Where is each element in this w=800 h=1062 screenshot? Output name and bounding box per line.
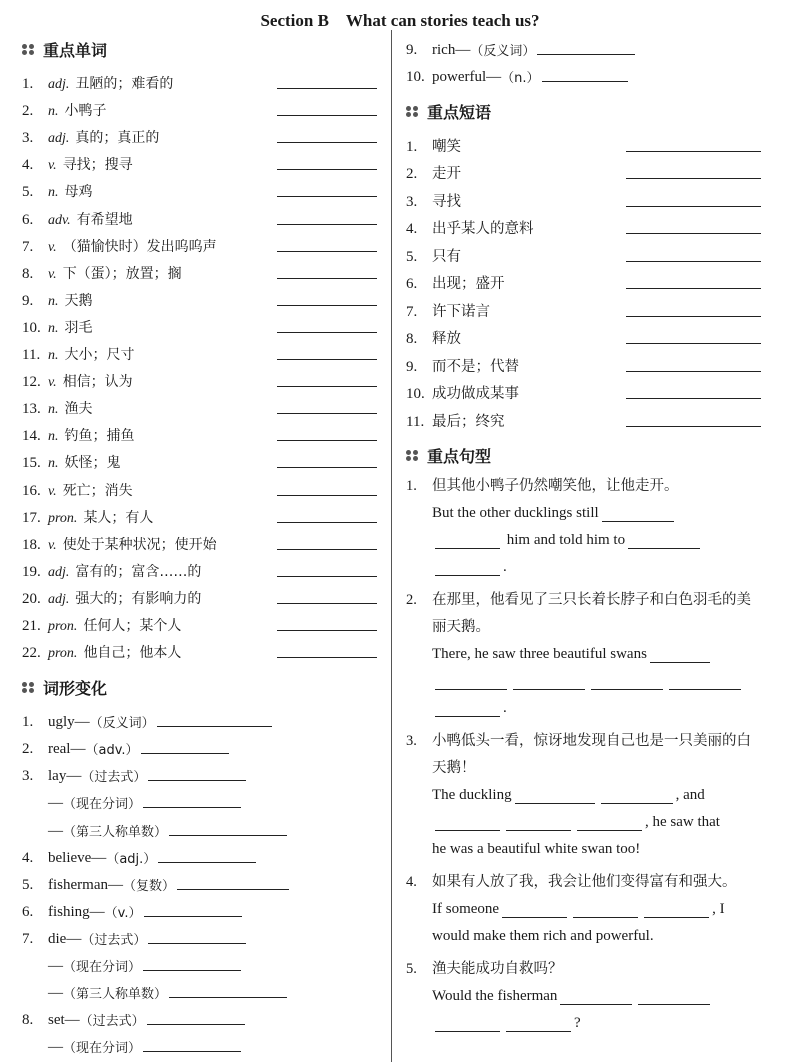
phrase-text: 出现；盛开 — [432, 276, 505, 293]
form-hint: （过去式） — [79, 1014, 145, 1030]
part-of-speech: n. — [48, 185, 59, 201]
phrase-item — [406, 266, 761, 294]
item-number: 10. — [406, 69, 425, 86]
meaning-text: 使处于某种状况；使开始 — [62, 536, 217, 553]
answer-blank[interactable] — [502, 901, 567, 918]
item-number: 4. — [406, 221, 418, 238]
answer-blank[interactable] — [277, 331, 377, 333]
answer-blank[interactable] — [650, 646, 710, 663]
item-number: 2. — [22, 741, 34, 758]
vocab-meaning — [48, 507, 273, 527]
wordform-item — [22, 812, 377, 839]
sentence-item: 2. 在那里，他看见了三只长着长脖子和白色羽毛的美丽天鹅。 There, he saw three beautiful swans . — [406, 591, 751, 716]
answer-blank[interactable] — [277, 304, 377, 306]
meaning-text: 妖怪；鬼 — [64, 455, 121, 472]
vocab-item — [22, 310, 377, 337]
answer-blank[interactable] — [277, 412, 377, 414]
part-of-speech: pron. — [48, 646, 78, 662]
wordform-item — [22, 948, 377, 975]
item-number: 11. — [406, 413, 425, 430]
vocab-meaning — [48, 615, 273, 635]
answer-blank[interactable] — [147, 1023, 245, 1025]
answer-blank[interactable] — [277, 548, 377, 550]
item-number: 5. — [22, 184, 34, 201]
phrase-item — [406, 128, 761, 156]
part-of-speech: v. — [48, 239, 57, 255]
vocab-item — [22, 500, 377, 527]
answer-blank[interactable] — [148, 779, 246, 781]
item-number: 9. — [22, 292, 34, 309]
item-number: 8. — [22, 1012, 34, 1029]
wordforms-list-continued — [406, 32, 761, 86]
item-number: 19. — [22, 563, 41, 580]
sentences-heading: 重点句型 — [406, 443, 761, 469]
item-number: 2. — [406, 166, 418, 183]
vocab-item — [22, 391, 377, 418]
phrase-text: 走开 — [432, 166, 461, 183]
wordform-item — [22, 921, 377, 948]
base-word: fisherman— — [48, 876, 123, 893]
phrase-item — [406, 238, 761, 266]
wordform-item — [22, 704, 377, 731]
vocab-meaning — [48, 100, 273, 120]
vocab-list — [22, 66, 377, 662]
answer-blank[interactable] — [435, 700, 500, 717]
item-number: 7. — [22, 238, 34, 255]
base-word: — — [48, 958, 63, 974]
vocab-meaning — [48, 561, 273, 581]
vocab-meaning — [48, 290, 273, 310]
answer-blank[interactable] — [169, 834, 287, 836]
answer-blank[interactable] — [577, 814, 642, 831]
meaning-text: 强大的；有影响力的 — [75, 590, 202, 607]
phrase-item — [406, 211, 761, 239]
answer-blank[interactable] — [277, 141, 377, 143]
item-number: 22. — [22, 645, 41, 662]
form-hint: （n.） — [501, 71, 540, 87]
item-number: 2. — [22, 103, 34, 120]
sentence-item: 1. 但其他小鸭子仍然嘲笑他，让他走开。 But the other ducklings still him and told him to . — [406, 473, 761, 581]
base-word: — — [48, 985, 63, 1002]
vocab-meaning — [48, 154, 273, 174]
part-of-speech: v. — [48, 375, 57, 391]
answer-blank[interactable] — [277, 656, 377, 658]
item-number: 14. — [22, 428, 41, 445]
part-of-speech: v. — [48, 483, 57, 499]
vocab-item — [22, 66, 377, 93]
base-word: fishing— — [48, 903, 105, 920]
sentence-item: 4. 如果有人放了我，我会让他们变得富有和强大。 If someone , I would make them rich and powerful. — [406, 873, 737, 944]
phrase-text: 许下诺言 — [432, 303, 490, 320]
phrase-text: 嘲笑 — [432, 138, 461, 155]
answer-blank[interactable] — [177, 888, 289, 890]
base-word: powerful— — [432, 69, 502, 86]
wordforms-heading: 词形变化 — [22, 674, 377, 700]
part-of-speech: adv. — [48, 212, 71, 228]
item-number: 1. — [22, 714, 34, 731]
form-hint: （过去式） — [81, 770, 147, 786]
vocab-item — [22, 554, 377, 581]
part-of-speech: v. — [48, 266, 57, 282]
meaning-text: 死亡；消失 — [62, 482, 133, 499]
vocab-item — [22, 337, 377, 364]
answer-blank[interactable] — [277, 466, 377, 468]
phrase-item — [406, 293, 761, 321]
form-hint: （adj.） — [106, 851, 157, 867]
meaning-text: 寻找；搜寻 — [62, 157, 133, 174]
answer-blank[interactable] — [626, 370, 761, 372]
answer-blank[interactable] — [277, 575, 377, 577]
meaning-text: 任何人；某个人 — [83, 617, 182, 634]
section-bullet-icon — [22, 682, 35, 693]
answer-blank[interactable] — [143, 969, 241, 971]
vocab-item — [22, 229, 377, 256]
wordform-item — [22, 894, 377, 921]
answer-blank[interactable] — [277, 602, 377, 604]
answer-blank[interactable] — [602, 505, 674, 522]
answer-blank[interactable] — [591, 673, 663, 690]
item-number: 10. — [22, 319, 41, 336]
vocab-item — [22, 283, 377, 310]
meaning-text: 母鸡 — [64, 184, 93, 201]
wordform-item — [22, 840, 377, 867]
answer-blank[interactable] — [277, 385, 377, 387]
item-number: 6. — [22, 211, 34, 228]
vocab-item — [22, 527, 377, 554]
meaning-text: 下（蛋）；放置；搁 — [62, 265, 182, 282]
form-hint: （反义词） — [470, 44, 536, 60]
phrase-text: 寻找 — [432, 193, 461, 210]
meaning-text: 某人；有人 — [83, 509, 154, 526]
vocab-meaning — [48, 534, 273, 554]
item-number: 10. — [406, 386, 425, 403]
answer-blank[interactable] — [626, 315, 761, 317]
item-number: 1. — [406, 138, 418, 155]
item-number: 18. — [22, 536, 41, 553]
answer-blank[interactable] — [277, 114, 377, 116]
answer-blank[interactable] — [628, 532, 700, 549]
answer-blank[interactable] — [626, 287, 761, 289]
part-of-speech: n. — [48, 402, 59, 418]
answer-blank[interactable] — [626, 260, 761, 262]
base-word: set— — [48, 1012, 80, 1029]
answer-blank[interactable] — [277, 521, 377, 523]
meaning-text: 大小；尺寸 — [64, 347, 135, 364]
wordform-item — [22, 1002, 377, 1029]
answer-blank[interactable] — [277, 168, 377, 170]
form-hint: （现在分词） — [63, 1041, 142, 1057]
vocab-item — [22, 581, 377, 608]
item-number: 7. — [22, 930, 34, 947]
wordforms-list — [22, 704, 377, 1056]
answer-blank[interactable] — [573, 901, 638, 918]
answer-blank[interactable] — [644, 901, 709, 918]
base-word: rich— — [432, 42, 471, 59]
meaning-text: （猫愉快时）发出呜呜声 — [62, 238, 217, 255]
form-hint: （现在分词） — [63, 797, 142, 813]
part-of-speech: adj. — [48, 564, 70, 580]
right-column — [406, 32, 761, 1037]
base-word: ugly— — [48, 714, 90, 731]
answer-blank[interactable] — [277, 87, 377, 89]
wordform-item — [406, 32, 761, 59]
answer-blank[interactable] — [277, 494, 377, 496]
meaning-text: 他自己；他本人 — [83, 645, 182, 662]
vocab-meaning — [48, 642, 273, 662]
item-number: 5. — [22, 876, 34, 893]
section-bullet-icon — [406, 106, 419, 117]
answer-blank[interactable] — [537, 53, 635, 55]
answer-blank[interactable] — [277, 358, 377, 360]
answer-blank[interactable] — [158, 861, 256, 863]
answer-blank[interactable] — [513, 673, 585, 690]
part-of-speech: v. — [48, 537, 57, 553]
base-word: die— — [48, 930, 82, 947]
vocab-item — [22, 174, 377, 201]
answer-blank[interactable] — [141, 752, 229, 754]
answer-blank[interactable] — [435, 814, 500, 831]
item-number: 7. — [406, 303, 418, 320]
answer-blank[interactable] — [515, 787, 595, 804]
wordform-item — [406, 59, 761, 86]
phrase-item — [406, 321, 761, 349]
left-column — [22, 34, 377, 1056]
answer-blank[interactable] — [542, 80, 628, 82]
vocab-item — [22, 364, 377, 391]
wordform-item — [22, 975, 377, 1002]
form-hint: （adv.） — [85, 743, 139, 759]
part-of-speech: adj. — [48, 77, 70, 93]
vocab-meaning — [48, 209, 273, 229]
phrase-item — [406, 403, 761, 431]
vocab-item — [22, 201, 377, 228]
vocab-meaning — [48, 371, 273, 391]
answer-blank[interactable] — [435, 559, 500, 576]
form-hint: （v.） — [104, 905, 142, 921]
wordform-item — [22, 785, 377, 812]
part-of-speech: adj. — [48, 131, 70, 147]
section-bullet-icon — [22, 44, 35, 55]
answer-blank[interactable] — [277, 223, 377, 225]
item-number: 5. — [406, 248, 418, 265]
item-number: 15. — [22, 455, 41, 472]
answer-blank[interactable] — [277, 250, 377, 252]
item-number: 8. — [406, 331, 418, 348]
answer-blank[interactable] — [506, 1015, 571, 1032]
vocab-meaning — [48, 236, 273, 256]
phrase-item — [406, 376, 761, 404]
vocab-meaning — [48, 344, 273, 364]
vocab-meaning — [48, 452, 273, 472]
item-number: 1. — [22, 76, 34, 93]
meaning-text: 羽毛 — [64, 319, 93, 336]
answer-blank[interactable] — [148, 942, 246, 944]
item-number: 21. — [22, 617, 41, 634]
meaning-text: 丑陋的；难看的 — [75, 76, 174, 93]
answer-blank[interactable] — [626, 232, 761, 234]
answer-blank[interactable] — [157, 725, 272, 727]
meaning-text: 真的；真正的 — [75, 130, 160, 147]
phrase-text: 最后；终究 — [432, 413, 505, 430]
answer-blank[interactable] — [435, 532, 500, 549]
part-of-speech: n. — [48, 293, 59, 309]
answer-blank[interactable] — [626, 150, 761, 152]
form-hint: （第三人称单数） — [63, 987, 168, 1003]
part-of-speech: n. — [48, 104, 59, 120]
meaning-text: 富有的；富含……的 — [75, 563, 202, 580]
answer-blank[interactable] — [277, 439, 377, 441]
form-hint: （复数） — [122, 878, 175, 894]
item-number: 3. — [406, 193, 418, 210]
meaning-text: 渔夫 — [64, 401, 93, 418]
answer-blank[interactable] — [277, 277, 377, 279]
answer-blank[interactable] — [669, 673, 741, 690]
vocab-item — [22, 418, 377, 445]
item-number: 20. — [22, 590, 41, 607]
sentence-item: 5. 渔夫能成功自救吗？ Would the fisherman ? — [406, 956, 761, 1037]
item-number: 9. — [406, 42, 418, 59]
item-number: 4. — [22, 157, 34, 174]
phrase-list — [406, 128, 761, 431]
item-number: 4. — [22, 849, 34, 866]
answer-blank[interactable] — [435, 1015, 500, 1032]
vocab-meaning — [48, 317, 273, 337]
answer-blank[interactable] — [277, 629, 377, 631]
wordform-item — [22, 867, 377, 894]
answer-blank[interactable] — [506, 814, 571, 831]
phrase-text: 释放 — [432, 331, 461, 348]
item-number: 8. — [22, 265, 34, 282]
vocab-item — [22, 256, 377, 283]
section-bullet-icon — [406, 450, 419, 461]
meaning-text: 有希望地 — [76, 211, 133, 228]
part-of-speech: n. — [48, 348, 59, 364]
item-number: 16. — [22, 482, 41, 499]
answer-blank[interactable] — [143, 1050, 241, 1052]
base-word: believe— — [48, 849, 107, 866]
answer-blank[interactable] — [560, 988, 632, 1005]
vocab-item — [22, 608, 377, 635]
vocab-meaning — [48, 588, 273, 608]
item-number: 17. — [22, 509, 41, 526]
vocab-meaning — [48, 181, 273, 201]
vocab-item — [22, 147, 377, 174]
item-number: 3. — [22, 130, 34, 147]
base-word: — — [48, 1039, 63, 1056]
meaning-text: 小鸭子 — [64, 103, 107, 120]
vocab-meaning — [48, 127, 273, 147]
wordform-item — [22, 731, 377, 758]
form-hint: （过去式） — [81, 932, 147, 948]
part-of-speech: n. — [48, 320, 59, 336]
answer-blank[interactable] — [435, 673, 507, 690]
item-number: 12. — [22, 374, 41, 391]
phrases-heading: 重点短语 — [406, 98, 761, 124]
answer-blank[interactable] — [626, 342, 761, 344]
column-divider — [391, 30, 392, 1062]
form-hint: （现在分词） — [63, 960, 142, 975]
phrase-text: 而不是；代替 — [432, 358, 519, 375]
meaning-text: 钓鱼；捕鱼 — [64, 428, 135, 445]
vocab-item — [22, 472, 377, 499]
form-hint: （反义词） — [89, 716, 155, 732]
form-hint: （第三人称单数） — [63, 824, 168, 840]
item-number: 6. — [406, 276, 418, 293]
item-number: 11. — [22, 347, 41, 364]
vocab-item — [22, 635, 377, 662]
item-number: 13. — [22, 401, 41, 418]
meaning-text: 天鹅 — [64, 292, 93, 309]
answer-blank[interactable] — [626, 425, 761, 427]
item-number: 9. — [406, 358, 418, 375]
sentence-list — [406, 473, 761, 1037]
part-of-speech: adj. — [48, 591, 70, 607]
vocab-item — [22, 445, 377, 472]
part-of-speech: n. — [48, 429, 59, 445]
vocab-meaning — [48, 398, 273, 418]
answer-blank[interactable] — [601, 787, 673, 804]
vocab-meaning — [48, 425, 273, 445]
phrase-text: 只有 — [432, 248, 461, 265]
vocab-item — [22, 120, 377, 147]
vocab-heading: 重点单词 — [22, 36, 377, 62]
sentence-item: 3. 小鸭低头一看，惊讶地发现自己也是一只美丽的白天鹅！ The duckling , and , he saw that he was a beautiful white swan too! — [406, 732, 751, 857]
page-title: Section B What can stories teach us? — [260, 11, 540, 30]
answer-blank[interactable] — [169, 996, 287, 998]
part-of-speech: pron. — [48, 618, 78, 634]
answer-blank[interactable] — [143, 806, 241, 808]
item-number: 6. — [22, 903, 34, 920]
part-of-speech: n. — [48, 456, 59, 472]
answer-blank[interactable] — [638, 988, 710, 1005]
answer-blank[interactable] — [626, 397, 761, 399]
vocab-meaning — [48, 263, 273, 283]
base-word: — — [48, 795, 63, 812]
phrase-item — [406, 156, 761, 184]
phrase-item — [406, 183, 761, 211]
phrase-text: 成功做成某事 — [432, 386, 519, 403]
vocab-item — [22, 93, 377, 120]
answer-blank[interactable] — [144, 915, 242, 917]
part-of-speech: pron. — [48, 510, 78, 526]
vocab-meaning — [48, 480, 273, 500]
part-of-speech: v. — [48, 158, 57, 174]
base-word: lay— — [48, 768, 82, 785]
wordform-item — [22, 1029, 377, 1056]
phrase-text: 出乎某人的意料 — [432, 221, 534, 238]
meaning-text: 相信；认为 — [62, 374, 133, 391]
phrase-item — [406, 348, 761, 376]
wordform-item — [22, 758, 377, 785]
answer-blank[interactable] — [626, 205, 761, 207]
item-number: 3. — [22, 768, 34, 785]
answer-blank[interactable] — [277, 195, 377, 197]
base-word: real— — [48, 741, 86, 758]
vocab-meaning — [48, 73, 273, 93]
base-word: — — [48, 822, 63, 839]
answer-blank[interactable] — [626, 177, 761, 179]
